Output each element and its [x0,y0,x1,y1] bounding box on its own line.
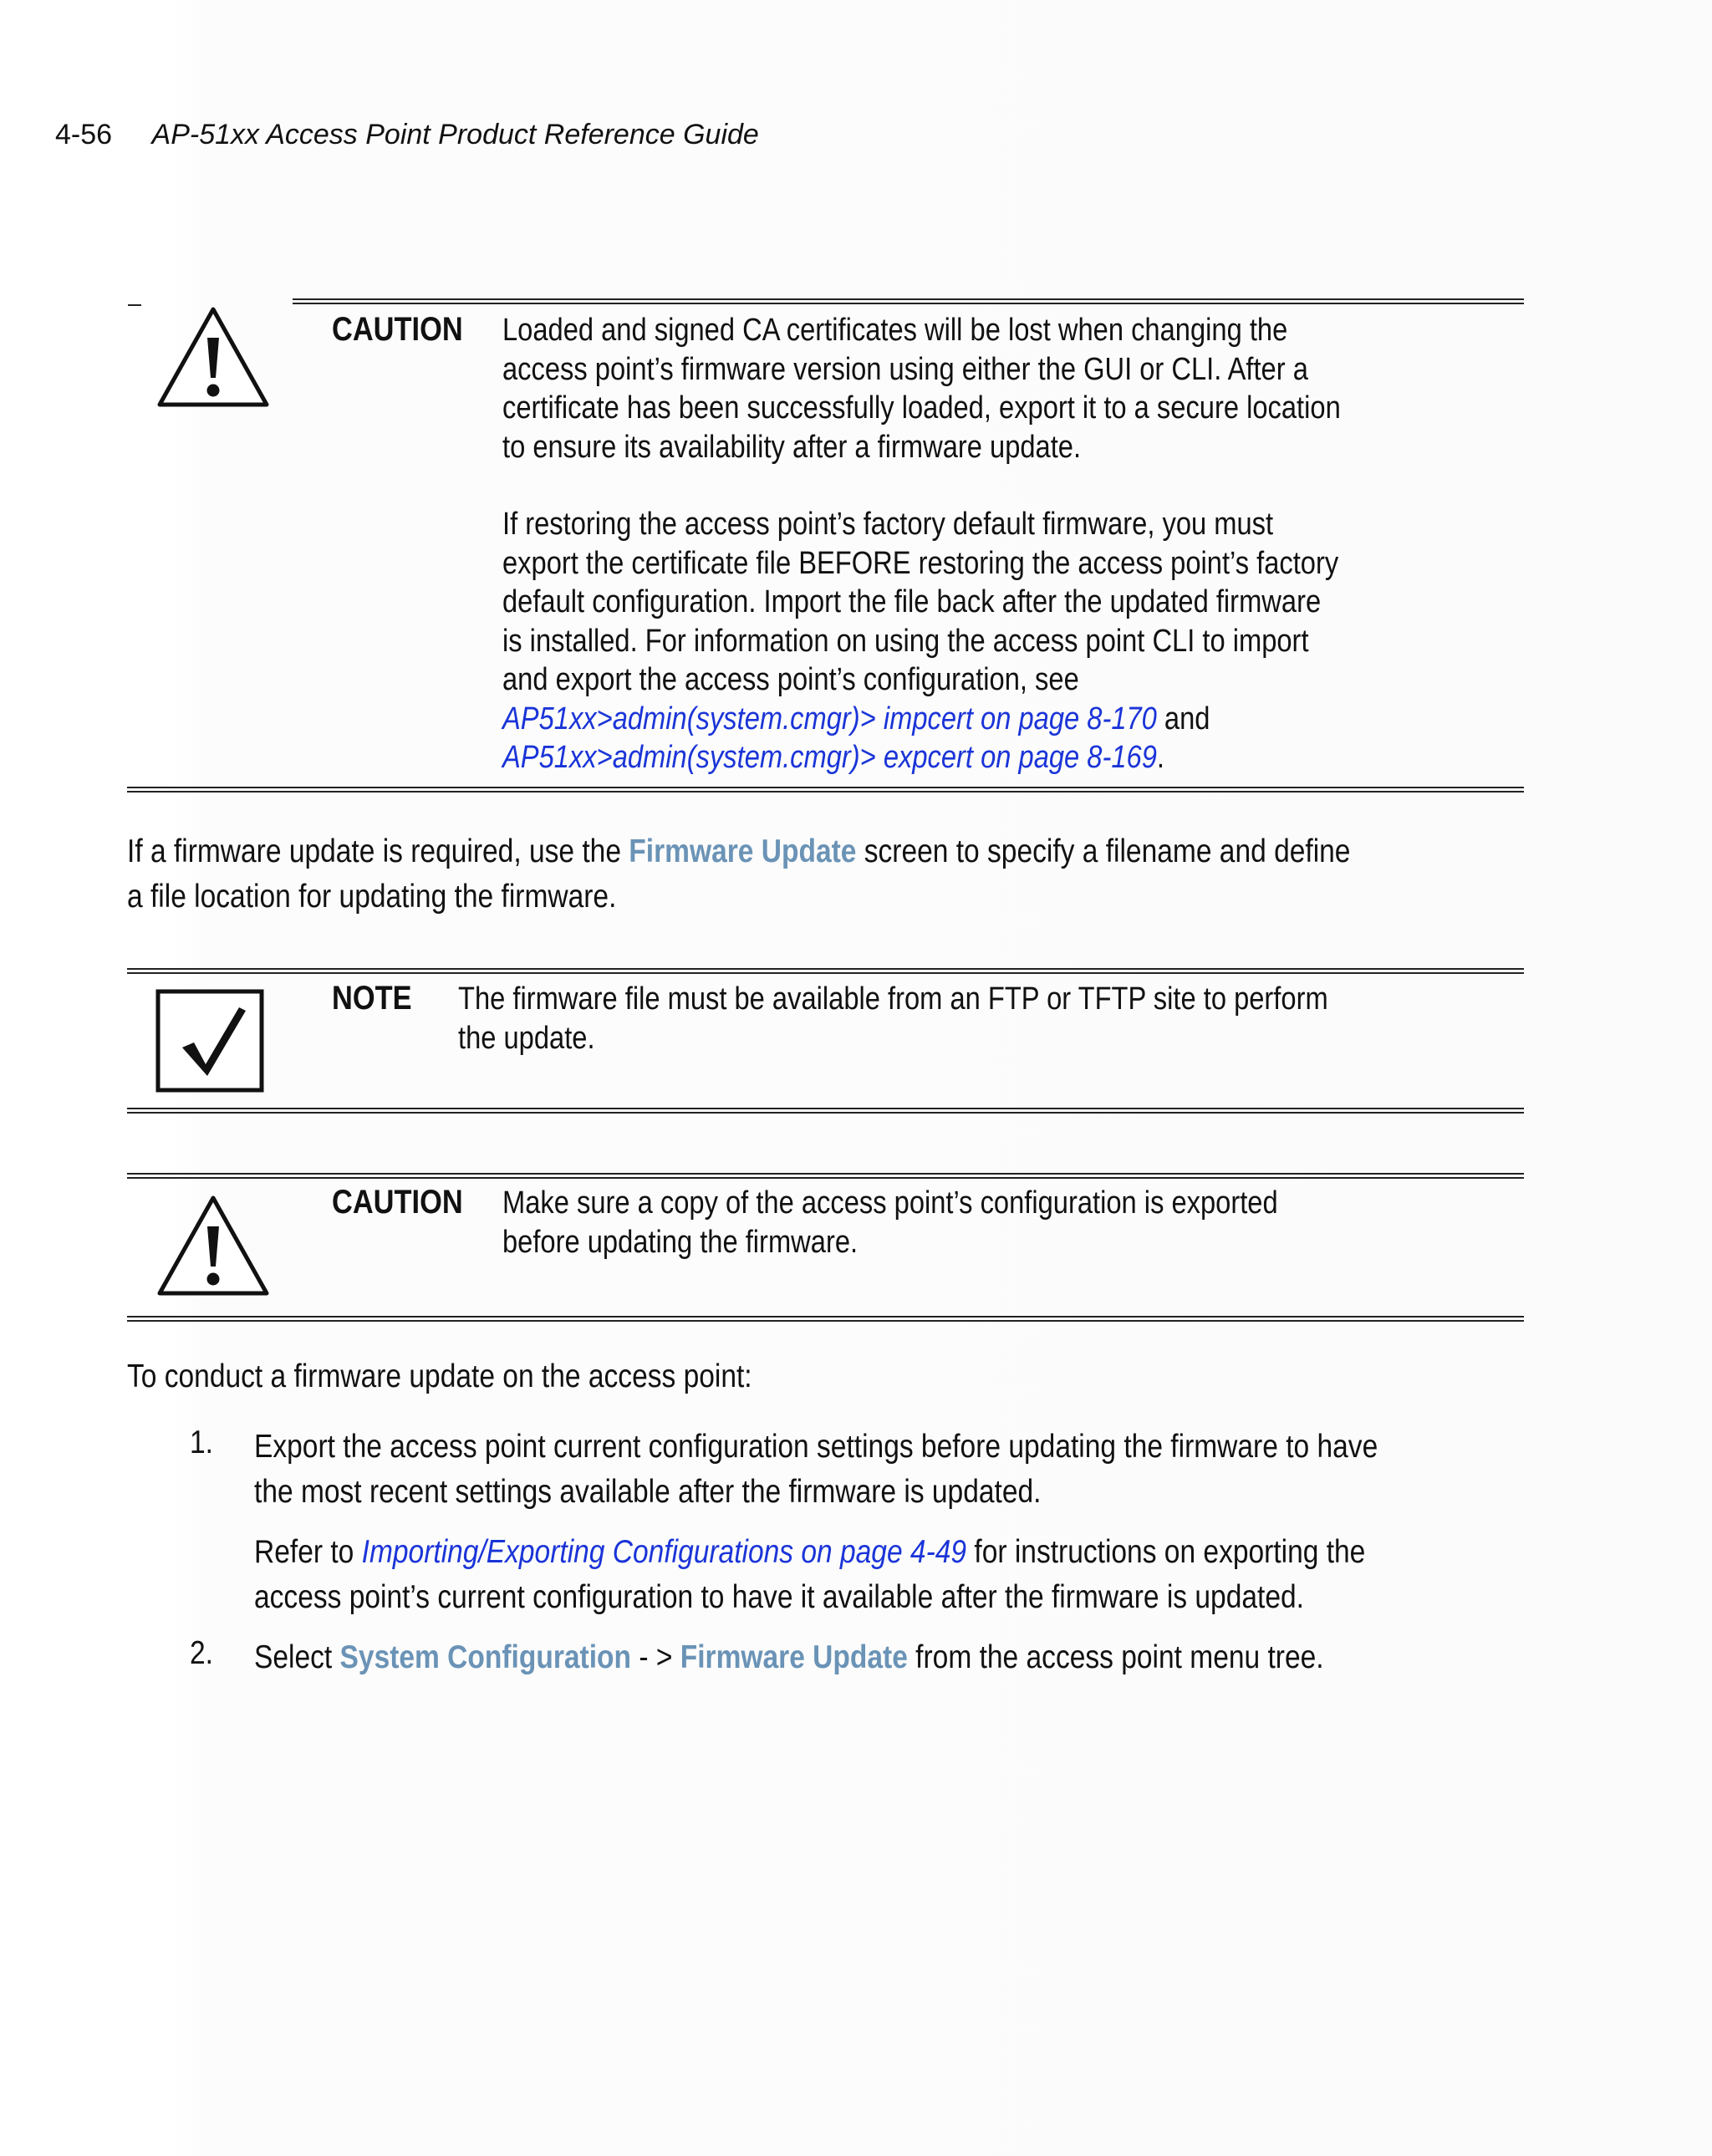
caution2-line: before updating the firmware. [502,1224,859,1260]
caution1-top-rule [293,298,1524,304]
caution1-bottom-rule [127,787,1524,793]
note-text [458,980,1328,1058]
intro-line [127,829,1350,874]
step-text: - > [631,1639,680,1675]
caution1-label: CAUTION [332,311,463,348]
expcert-link[interactable]: AP51xx>admin(system.cmgr)> expcert on page 8-169 [502,740,1157,775]
intro-text: If a firmware update is required, use the [127,833,629,869]
guide-title: AP-51xx Access Point Product Reference Guide [151,119,759,150]
caution2-text [502,1184,1278,1261]
refer-line: access point’s current configuration to have it available after the firmware is updated. [254,1579,1304,1615]
caution1-line: and export the access point’s configuration, see [502,662,1079,697]
caution1-line: Loaded and signed CA certificates will be lost when changing the [502,313,1288,348]
caution1-link-line [502,700,1341,739]
caution1-line: default configuration. Import the file back after the updated firmware [502,584,1322,619]
step-number: 1. [190,1425,213,1460]
running-header [55,119,759,151]
step-text: from the access point menu tree. [907,1639,1324,1675]
link-suffix: and [1156,701,1210,737]
step-number: 2. [190,1635,213,1671]
caution-triangle-icon [155,1193,272,1302]
caution1-line: is installed. For information on using the access point CLI to import [502,623,1309,659]
step-line: the most recent settings available after the firmware is updated. [254,1474,1042,1510]
step-2-text [254,1635,1324,1680]
refer-text: Refer to [254,1534,362,1570]
caution1-line: access point’s firmware version using either the GUI or CLI. After a [502,351,1308,387]
intro-text: screen to specify a filename and define [856,833,1351,869]
import-export-link[interactable]: Importing/Exporting Configurations on page 4-49 [361,1534,967,1570]
procedure-intro: To conduct a firmware update on the access point: [127,1358,752,1394]
note-line: The firmware file must be available from an FTP or TFTP site to perform [458,981,1328,1017]
page-number: 4-56 [55,119,113,150]
rule-tick [128,304,141,306]
caution2-line: Make sure a copy of the access point’s configuration is exported [502,1185,1278,1221]
caution2-top-rule [127,1173,1524,1179]
step-text: Select [254,1639,340,1675]
caution1-line: If restoring the access point’s factory default firmware, you must [502,507,1274,542]
caution1-line: certificate has been successfully loaded, export it to a secure location [502,390,1341,426]
step-line [254,1635,1324,1680]
caution1-line: export the certificate file BEFORE restoring the access point’s factory [502,545,1339,581]
intro-paragraph [127,829,1350,920]
note-check-icon [155,989,264,1097]
note-line: the update. [458,1020,595,1056]
note-bottom-rule [127,1108,1524,1114]
caution2-bottom-rule [127,1316,1524,1322]
firmware-update-term: Firmware Update [680,1639,908,1675]
step-line: Export the access point current configuration settings before updating the firmware to have [254,1429,1378,1465]
firmware-update-term: Firmware Update [629,833,857,869]
note-label: NOTE [332,980,412,1017]
refer-text: for instructions on exporting the [966,1534,1366,1570]
step-1-text [254,1425,1378,1515]
link-suffix: . [1156,740,1164,775]
note-top-rule [127,968,1524,974]
step-1-refer [254,1530,1365,1620]
impcert-link[interactable]: AP51xx>admin(system.cmgr)> impcert on page 8-170 [502,701,1157,737]
caution1-link-line [502,738,1341,777]
caution-triangle-icon [155,304,272,414]
refer-line [254,1530,1365,1575]
caution2-label: CAUTION [332,1184,463,1221]
caution1-line: to ensure its availability after a firmware update. [502,429,1082,465]
intro-line: a file location for updating the firmware. [127,879,617,915]
system-configuration-term: System Configuration [339,1639,632,1675]
caution1-text [502,311,1341,777]
